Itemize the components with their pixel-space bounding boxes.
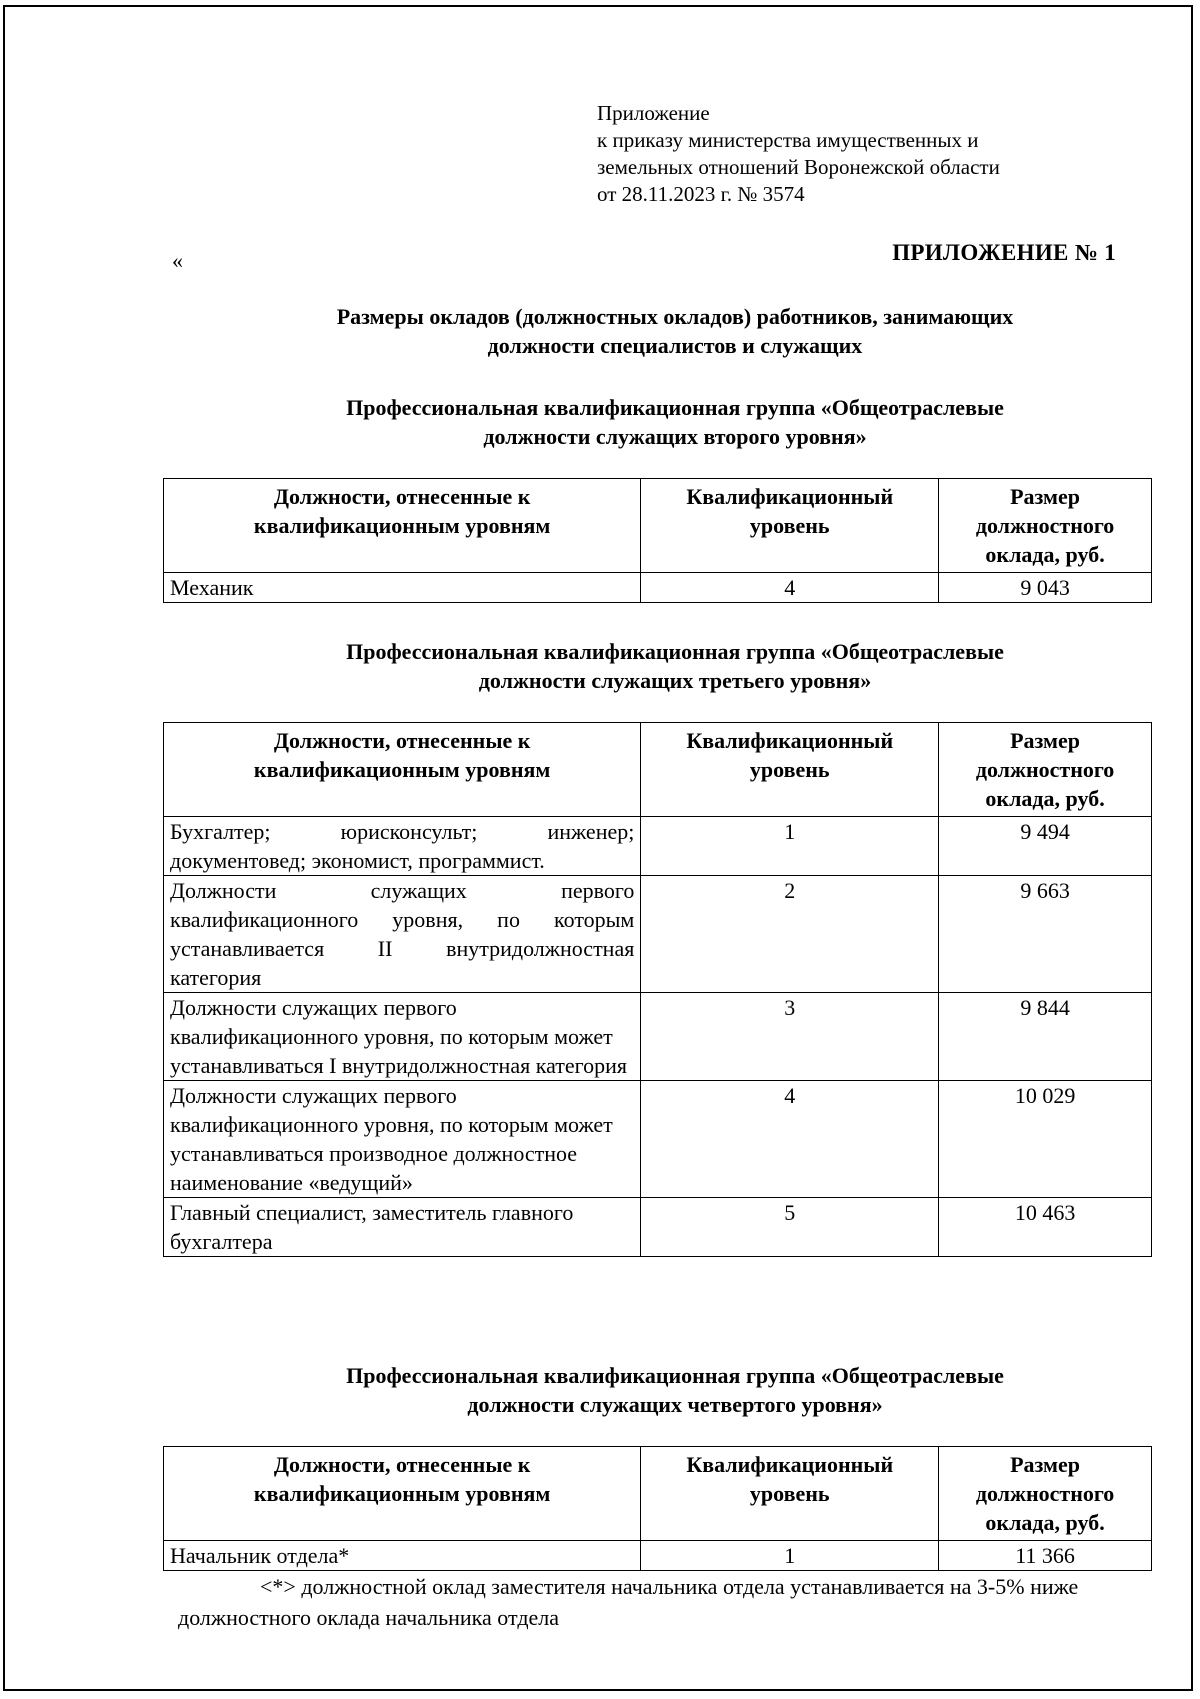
position-cell: Начальник отдела* [164, 1541, 641, 1571]
header-position: Должности, отнесенные к квалификационным уровням [164, 723, 641, 817]
salary-table-level-3 [163, 722, 1152, 1257]
position-cell: Должности служащих первого квалификационного уровня, по которым устанавливается II внутридолжностная категория [164, 876, 641, 993]
header-level: Квалификационный уровень [641, 1447, 939, 1541]
group-heading-line: должности служащих третьего уровня» [478, 668, 872, 693]
level-cell: 2 [641, 876, 939, 993]
table-header-row [164, 723, 1152, 817]
header-salary: Размер должностного оклада, руб. [939, 723, 1152, 817]
footnote: <*> должностной оклад заместителя начальника отдела устанавливается на 3-5% ниже должностного оклада начальника отдела [178, 1574, 1079, 1630]
header-level: Квалификационный уровень [641, 723, 939, 817]
group-heading-line: должности служащих второго уровня» [483, 424, 867, 449]
appendix-reference-line: Приложение [597, 101, 710, 125]
salary-cell: 11 366 [939, 1541, 1152, 1571]
table-row [164, 817, 1152, 876]
position-cell: Должности служащих первого квалификационного уровня, по которым может устанавливаться I внутридолжностная категория [164, 993, 641, 1081]
level-cell: 1 [641, 817, 939, 876]
position-cell: Главный специалист, заместитель главного бухгалтера [164, 1198, 641, 1257]
salary-cell: 10 463 [939, 1198, 1152, 1257]
header-position: Должности, отнесенные к квалификационным уровням [164, 479, 641, 573]
position-cell: Бухгалтер; юрисконсульт; инженер; документовед; экономист, программист. [164, 817, 641, 876]
salary-table-level-4 [163, 1446, 1152, 1571]
opening-quote-mark: « [172, 248, 183, 273]
appendix-reference-block [597, 100, 1000, 208]
level-cell: 4 [641, 573, 939, 603]
appendix-reference-line: от 28.11.2023 г. № 3574 [597, 182, 805, 206]
table-row [164, 993, 1152, 1081]
table-header-row [164, 479, 1152, 573]
group-heading-line: должности служащих четвертого уровня» [467, 1392, 883, 1417]
group-heading-level-2 [230, 393, 1120, 451]
main-title-line: должности специалистов и служащих [487, 333, 863, 358]
salary-cell: 10 029 [939, 1081, 1152, 1198]
position-cell: Механик [164, 573, 641, 603]
group-heading-line: Профессиональная квалификационная группа «Общеотраслевые [346, 1363, 1004, 1388]
salary-cell: 9 844 [939, 993, 1152, 1081]
table-header-row [164, 1447, 1152, 1541]
table-row [164, 1541, 1152, 1571]
table-row [164, 1081, 1152, 1198]
table-row [164, 573, 1152, 603]
appendix-reference-line: к приказу министерства имущественных и [597, 128, 979, 152]
salary-cell: 9 494 [939, 817, 1152, 876]
salary-cell: 9 043 [939, 573, 1152, 603]
group-heading-line: Профессиональная квалификационная группа «Общеотраслевые [346, 639, 1004, 664]
level-cell: 4 [641, 1081, 939, 1198]
header-salary: Размер должностного оклада, руб. [939, 479, 1152, 573]
salary-cell: 9 663 [939, 876, 1152, 993]
level-cell: 3 [641, 993, 939, 1081]
appendix-number-title: ПРИЛОЖЕНИЕ № 1 [892, 240, 1116, 265]
level-cell: 1 [641, 1541, 939, 1571]
header-salary: Размер должностного оклада, руб. [939, 1447, 1152, 1541]
main-title-line: Размеры окладов (должностных окладов) работников, занимающих [336, 304, 1014, 329]
level-cell: 5 [641, 1198, 939, 1257]
group-heading-level-3 [230, 637, 1120, 695]
group-heading-line: Профессиональная квалификационная группа «Общеотраслевые [346, 395, 1004, 420]
group-heading-level-4 [230, 1361, 1120, 1419]
appendix-reference-line: земельных отношений Воронежской области [597, 155, 1000, 179]
main-title [230, 302, 1120, 360]
salary-table-level-2 [163, 478, 1152, 603]
header-position: Должности, отнесенные к квалификационным уровням [164, 1447, 641, 1541]
table-row [164, 1198, 1152, 1257]
table-row [164, 876, 1152, 993]
header-level: Квалификационный уровень [641, 479, 939, 573]
position-cell: Должности служащих первого квалификационного уровня, по которым может устанавливаться производное должностное наименование «ведущий» [164, 1081, 641, 1198]
